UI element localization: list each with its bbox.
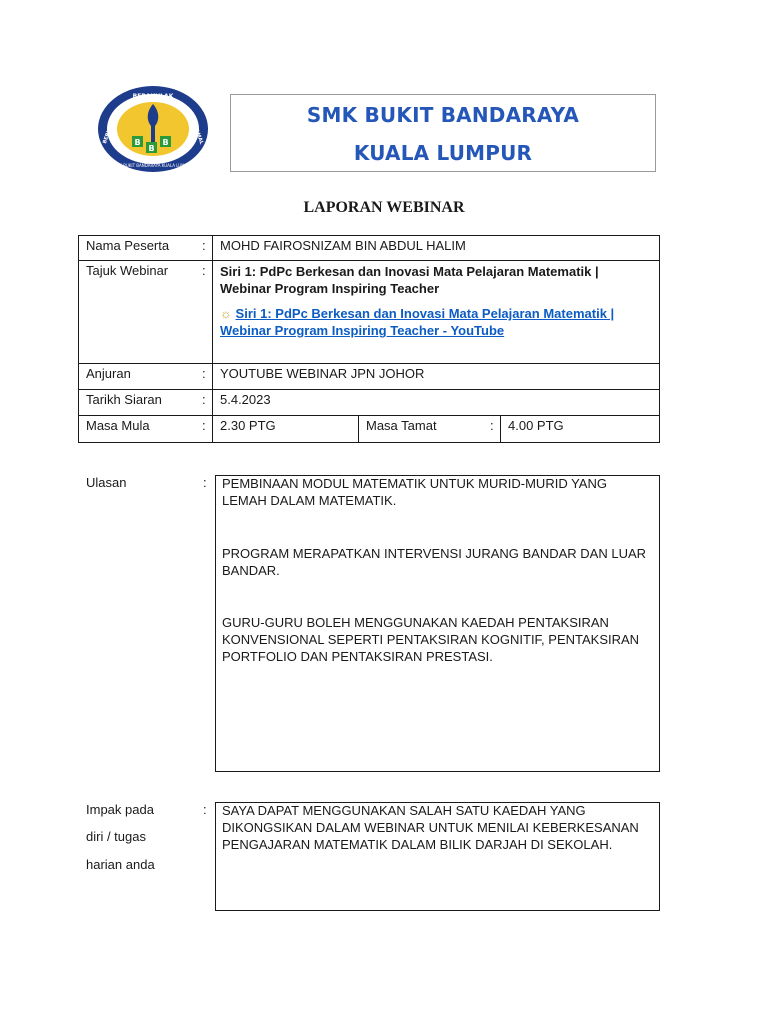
info-table bbox=[78, 235, 660, 443]
anjuran-value: YOUTUBE WEBINAR JPN JOHOR bbox=[213, 364, 660, 390]
colon: : bbox=[490, 416, 501, 443]
svg-text:B: B bbox=[148, 144, 155, 153]
nama-label: Nama Peserta bbox=[79, 236, 203, 261]
ulasan-colon: : bbox=[203, 475, 207, 490]
youtube-link[interactable]: Siri 1: PdPc Berkesan dan Inovasi Mata Pelajaran Matematik | Webinar Program Inspiring Teacher - YouTube bbox=[220, 306, 615, 338]
row-tarikh bbox=[79, 390, 660, 416]
row-nama bbox=[79, 236, 660, 261]
ulasan-label: Ulasan bbox=[86, 475, 127, 490]
mula-value: 2.30 PTG bbox=[213, 416, 359, 443]
nama-value: MOHD FAIROSNIZAM BIN ABDUL HALIM bbox=[213, 236, 660, 261]
school-name: SMK BUKIT BANDARAYA bbox=[306, 103, 580, 127]
impak-colon: : bbox=[203, 802, 207, 817]
colon: : bbox=[202, 416, 213, 443]
ulasan-paragraph-2: PROGRAM MERAPATKAN INTERVENSI JURANG BANDAR DAN LUAR BANDAR. bbox=[222, 546, 647, 578]
impak-label-3: harian anda bbox=[86, 857, 155, 872]
school-city: KUALA LUMPUR bbox=[353, 141, 533, 165]
row-masa bbox=[79, 416, 660, 443]
tamat-value: 4.00 PTG bbox=[501, 416, 660, 443]
impak-text: SAYA DAPAT MENGGUNAKAN SALAH SATU KAEDAH YANG DIKONGSIKAN DALAM WEBINAR UNTUK MENILAI KEBERKESANAN PENGAJARAN MATEMATIK DALAM BILIK DARJAH DI SEKOLAH. bbox=[222, 803, 639, 852]
impak-label-2: diri / tugas bbox=[86, 829, 146, 844]
anjuran-label: Anjuran bbox=[79, 364, 203, 390]
svg-text:BERAMAL: BERAMAL bbox=[189, 117, 205, 146]
tajuk-link-wrap bbox=[220, 305, 653, 339]
ulasan-paragraph-3: GURU-GURU BOLEH MENGGUNAKAN KAEDAH PENTAKSIRAN KONVENSIONAL SEPERTI PENTAKSIRAN KOGNITIF, PENTAKSIRAN PORTFOLIO DAN PENTAKSIRAN PRESTASI. bbox=[222, 615, 640, 664]
row-tajuk bbox=[79, 261, 660, 364]
svg-text:B: B bbox=[162, 138, 169, 147]
school-header-box bbox=[230, 94, 656, 172]
row-anjuran bbox=[79, 364, 660, 390]
colon: : bbox=[202, 261, 213, 364]
svg-text:BERAKHLAK: BERAKHLAK bbox=[132, 93, 174, 100]
mula-label: Masa Mula bbox=[79, 416, 203, 443]
school-logo bbox=[96, 84, 210, 174]
impak-box bbox=[215, 802, 660, 911]
svg-text:SMK BUKIT BANDARAYA KUALA LUMP: SMK BUKIT BANDARAYA KUALA LUMPUR bbox=[113, 163, 193, 168]
lightbulb-icon: ☼ bbox=[220, 306, 232, 321]
tamat-label: Masa Tamat bbox=[359, 416, 491, 443]
colon: : bbox=[202, 390, 213, 416]
ulasan-box bbox=[215, 475, 660, 772]
ulasan-paragraph-1: PEMBINAAN MODUL MATEMATIK UNTUK MURID-MURID YANG LEMAH DALAM MATEMATIK. bbox=[222, 476, 607, 508]
tarikh-value: 5.4.2023 bbox=[213, 390, 660, 416]
svg-text:B: B bbox=[134, 138, 141, 147]
tajuk-value: Siri 1: PdPc Berkesan dan Inovasi Mata Pelajaran Matematik | Webinar Program Inspiring Teacher bbox=[220, 264, 599, 296]
svg-text:BERILMU: BERILMU bbox=[101, 118, 117, 145]
report-title: LAPORAN WEBINAR bbox=[303, 199, 465, 216]
colon: : bbox=[202, 364, 213, 390]
tajuk-label: Tajuk Webinar bbox=[79, 261, 203, 364]
tarikh-label: Tarikh Siaran bbox=[79, 390, 203, 416]
tajuk-cell bbox=[213, 261, 660, 364]
colon: : bbox=[202, 236, 213, 261]
impak-label-1: Impak pada bbox=[86, 802, 154, 817]
